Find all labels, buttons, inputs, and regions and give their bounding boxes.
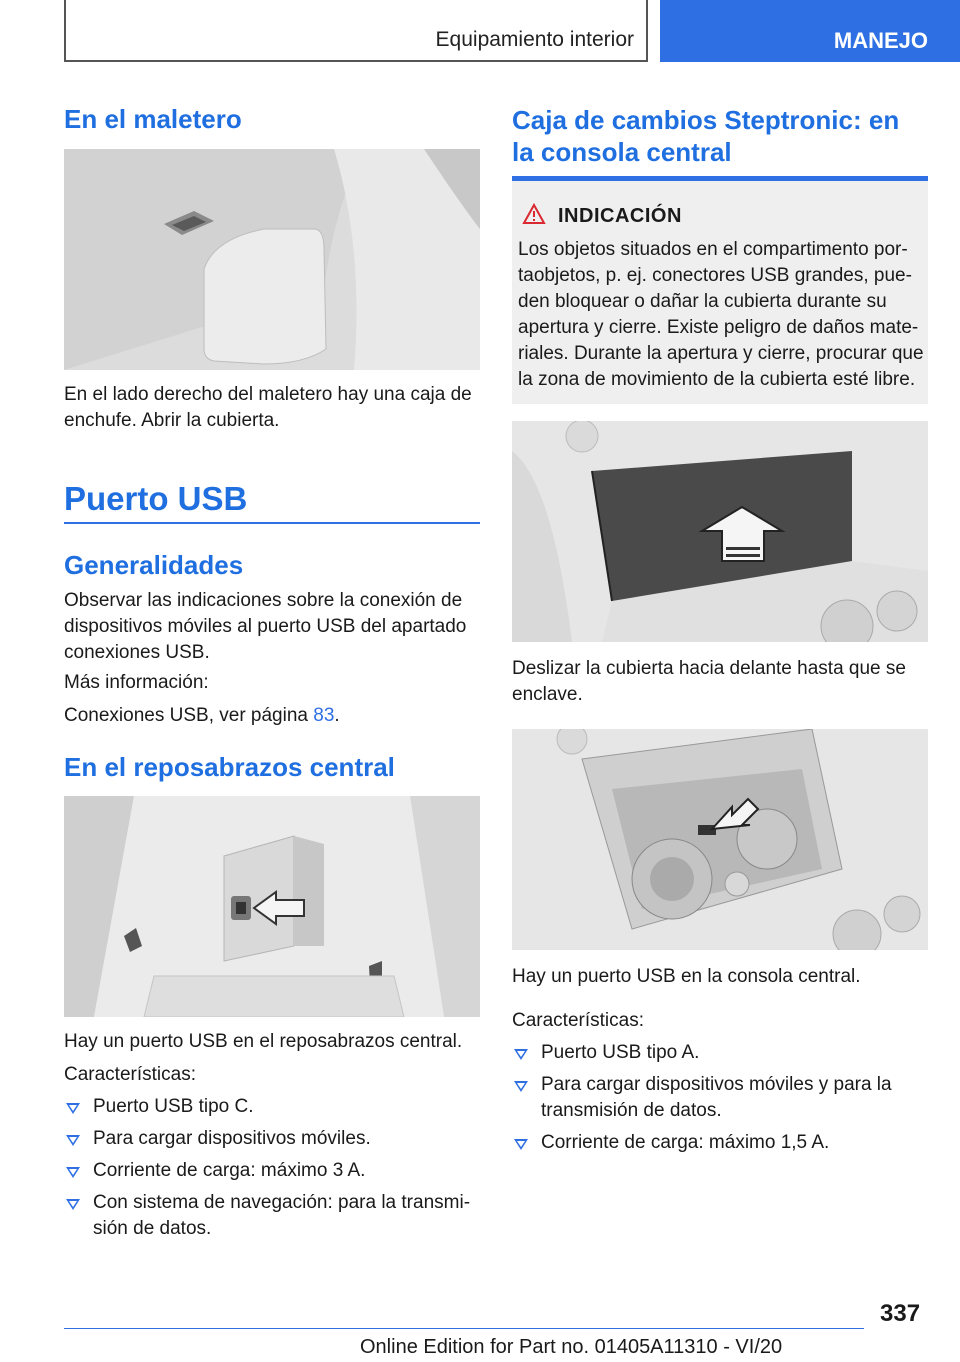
bullet-triangle-icon xyxy=(66,1167,80,1178)
armrest-heading: En el reposabrazos central xyxy=(64,752,395,782)
list-item: Para cargar dispositivos móviles. xyxy=(64,1126,480,1152)
steptronic-heading: Caja de cambios Steptronic: en la consola central xyxy=(512,105,900,167)
console-cover-image xyxy=(512,421,928,642)
note-box xyxy=(512,176,928,404)
more-info-label: Más información: xyxy=(64,672,209,693)
list-item: Corriente de carga: máximo 3 A. xyxy=(64,1158,480,1184)
armrest-features-list xyxy=(64,1094,480,1248)
trunk-text: En el lado derecho del maletero hay una caja de enchufe. Abrir la cubierta. xyxy=(64,384,472,431)
header-section-tab xyxy=(64,0,648,62)
trunk-heading: En el maletero xyxy=(64,104,242,134)
console-features-label: Características: xyxy=(512,1010,644,1031)
list-item: Con sistema de navegación: para la transmi-sión de datos. xyxy=(64,1190,473,1242)
list-item: Puerto USB tipo C. xyxy=(64,1094,480,1120)
slide-cover-text: Deslizar la cubierta hacia delante hasta que se enclave. xyxy=(512,658,906,705)
console-usb-text: Hay un puerto USB en la consola central. xyxy=(512,966,861,987)
list-item: Corriente de carga: máximo 1,5 A. xyxy=(512,1130,928,1156)
ref-page-link[interactable]: 83 xyxy=(313,705,335,726)
general-heading: Generalidades xyxy=(64,550,244,580)
footer-rule xyxy=(64,1328,864,1329)
usb-heading: Puerto USB xyxy=(64,480,248,517)
bullet-triangle-icon xyxy=(514,1049,528,1060)
page-number: 337 xyxy=(880,1300,921,1327)
general-text: Observar las indicaciones sobre la conexión de dispositivos móviles al puerto USB del apartado conexiones USB. xyxy=(64,590,467,663)
list-item: Para cargar dispositivos móviles y para la transmisión de datos. xyxy=(512,1072,901,1124)
bullet-triangle-icon xyxy=(66,1135,80,1146)
bullet-triangle-icon xyxy=(514,1139,528,1150)
console-features-list xyxy=(512,1040,928,1162)
header-chapter-tab xyxy=(660,0,960,62)
ref-end: . xyxy=(334,705,340,726)
note-text: Los objetos situados en el compartimento por-taobjetos, p. ej. conectores USB grandes, pue-den bloquear o dañar la cubierta durante su apertura y cierre. Existe peligro de daños mate-riales. Durante la apertura y cierre, procurar que la zona de movimiento de la cubierta esté libre. xyxy=(518,239,924,390)
armrest-features-label: Características: xyxy=(64,1064,196,1085)
armrest-usb-image xyxy=(64,796,480,1017)
list-item: Puerto USB tipo A. xyxy=(512,1040,928,1066)
note-title: INDICACIÓN xyxy=(558,205,682,227)
bullet-triangle-icon xyxy=(66,1103,80,1114)
header-section-title: Equipamiento interior xyxy=(435,28,634,51)
usb-reference xyxy=(64,703,340,729)
usb-heading-rule xyxy=(64,522,480,524)
warning-icon xyxy=(522,203,546,225)
trunk-socket-image xyxy=(64,149,480,370)
header-chapter-title: MANEJO xyxy=(833,28,928,53)
ref-text: Conexiones USB, ver página xyxy=(64,705,314,726)
console-usb-image xyxy=(512,729,928,950)
bullet-triangle-icon xyxy=(66,1199,80,1210)
edition-text: Online Edition for Part no. 01405A11310 - VI/20 xyxy=(360,1336,783,1358)
bullet-triangle-icon xyxy=(514,1081,528,1092)
armrest-text: Hay un puerto USB en el reposabrazos central. xyxy=(64,1031,463,1052)
